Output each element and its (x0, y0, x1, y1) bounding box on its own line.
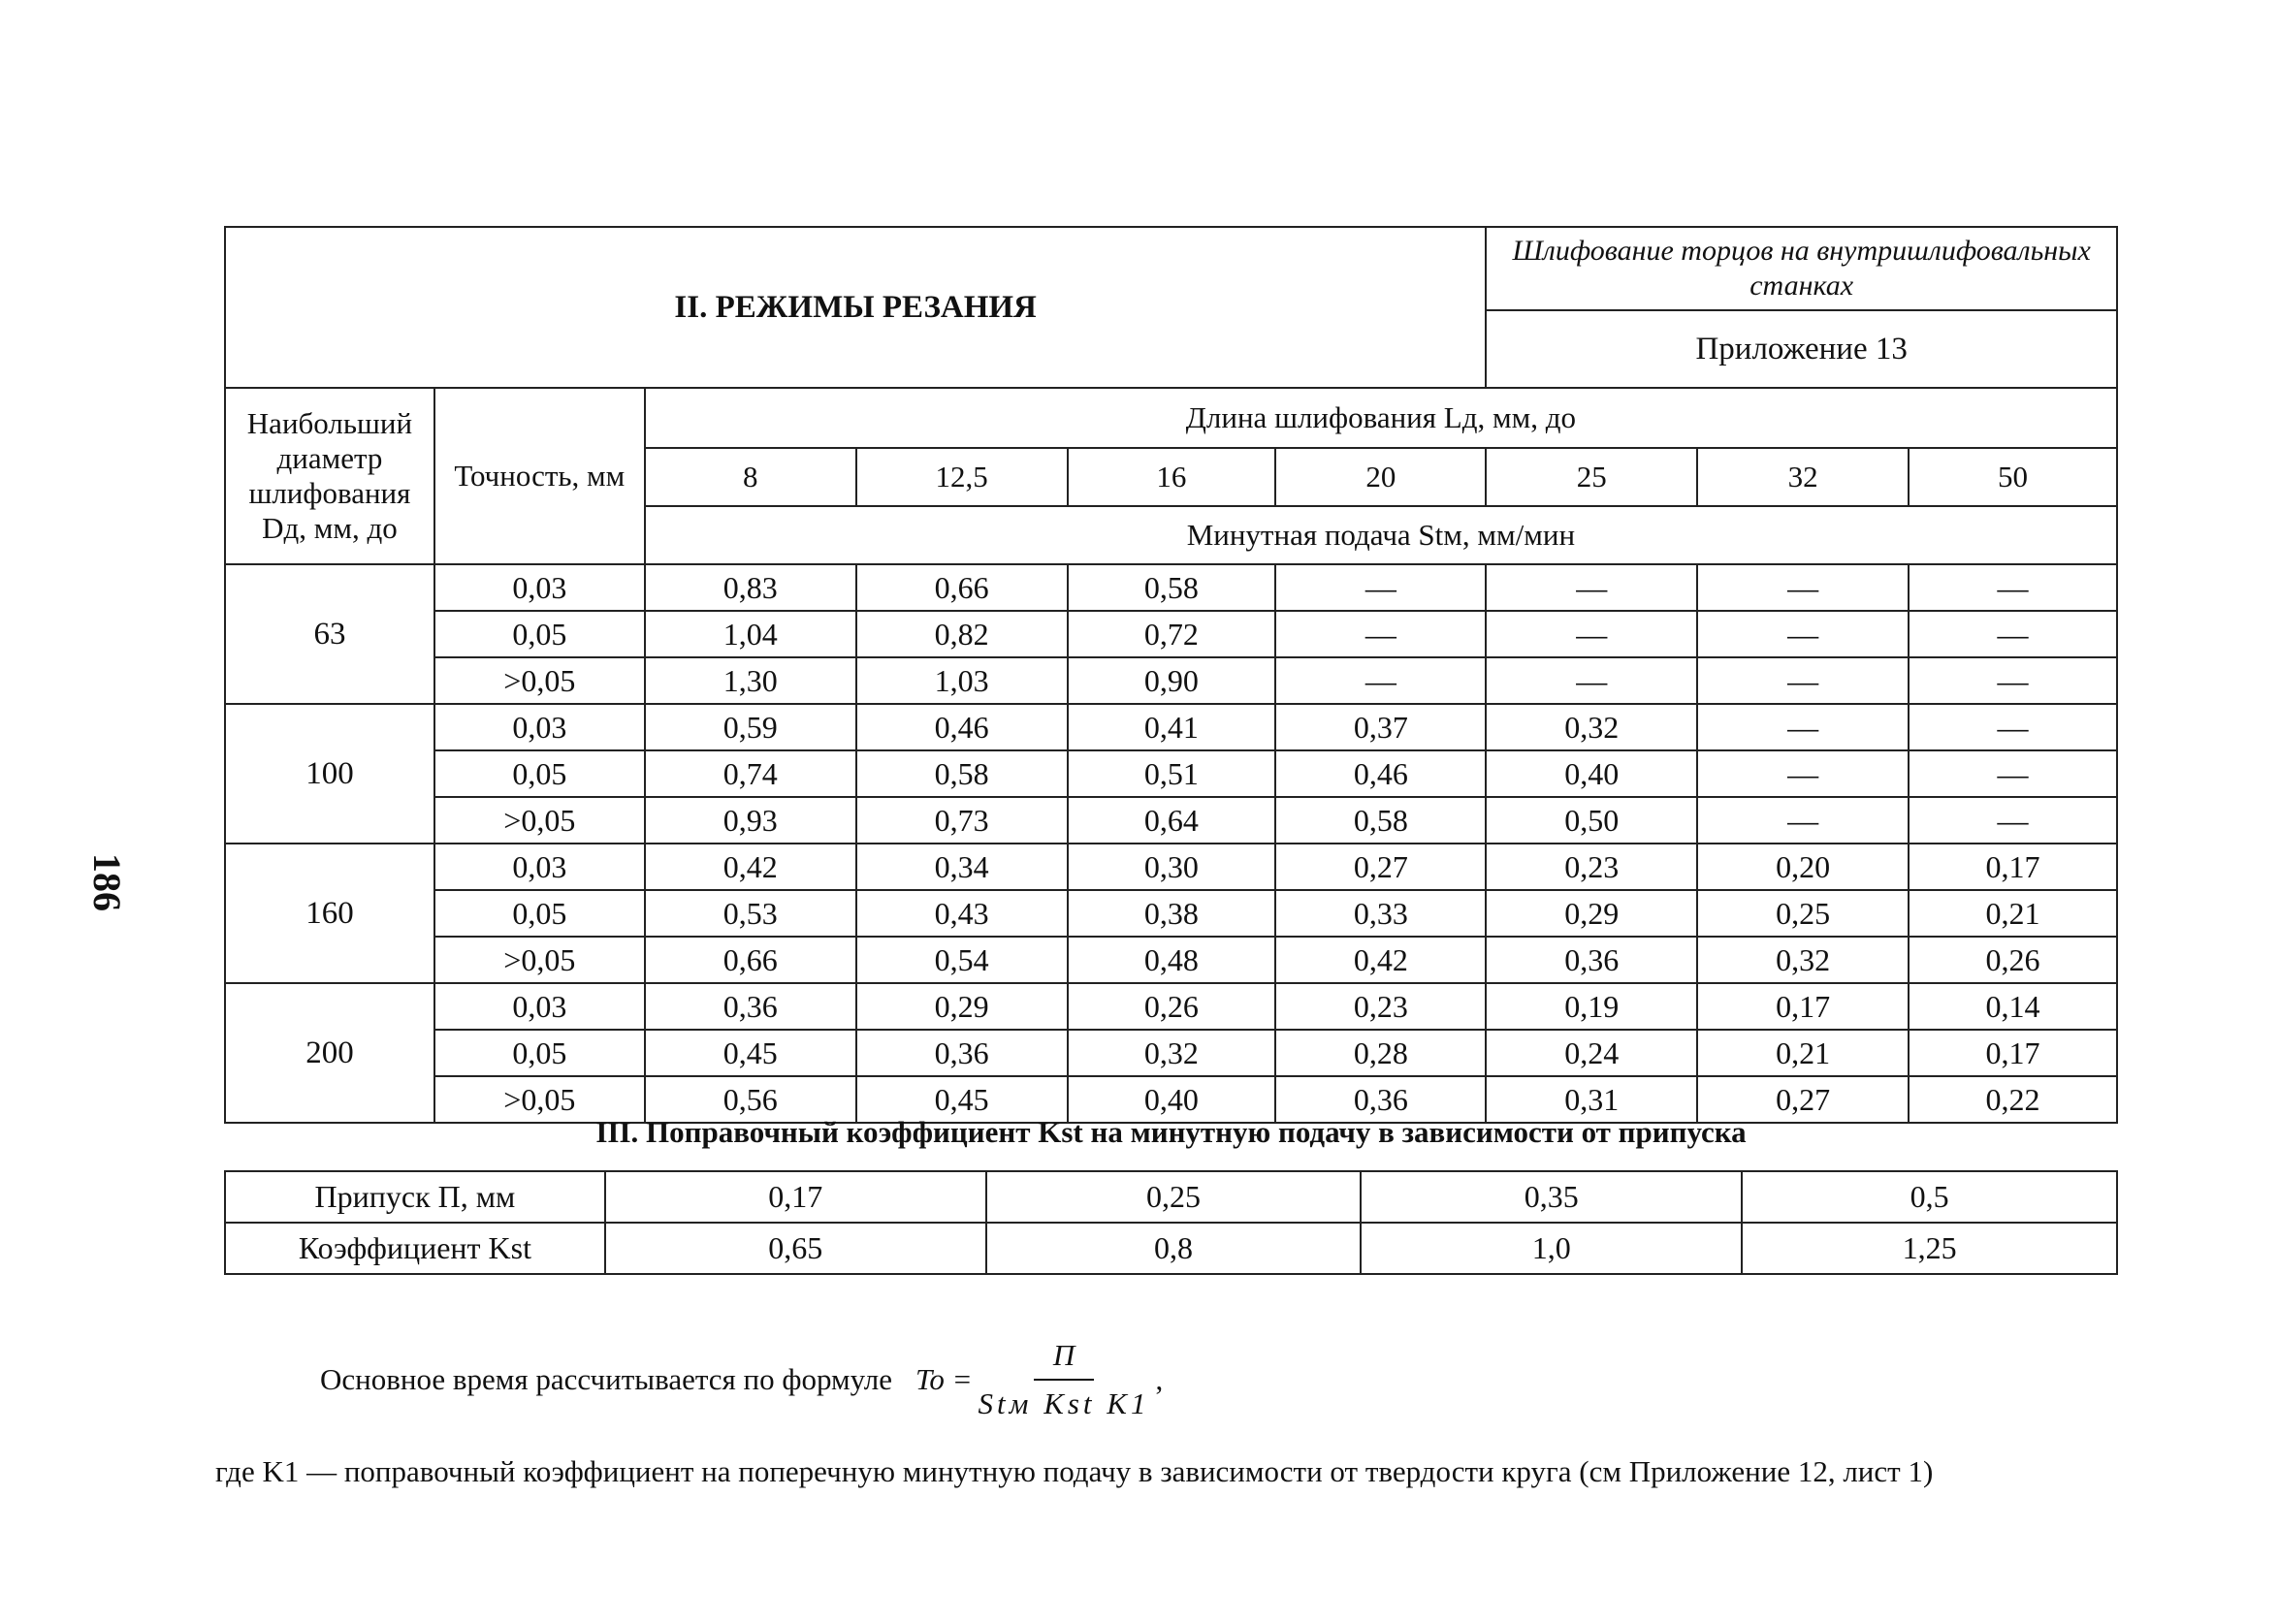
feed-value-cell: — (1909, 564, 2117, 611)
length-header: 20 (1275, 448, 1486, 506)
header-diameter: Наибольший диаметр шлифования Dд, мм, до (225, 388, 434, 564)
accuracy-cell: 0,03 (434, 564, 645, 611)
feed-value-cell: 0,45 (856, 1076, 1068, 1123)
formula-numerator: П (1034, 1338, 1094, 1381)
feed-value-cell: 0,14 (1909, 983, 2117, 1030)
feed-value-cell: 0,72 (1068, 611, 1276, 657)
feed-value-cell: 1,03 (856, 657, 1068, 704)
feed-value-cell: 0,24 (1486, 1030, 1697, 1076)
feed-value-cell: 0,50 (1486, 797, 1697, 844)
diameter-cell: 100 (225, 704, 434, 844)
feed-value-cell: — (1486, 611, 1697, 657)
page-number: 186 (85, 853, 129, 911)
feed-value-cell: — (1697, 564, 1909, 611)
feed-value-cell: 0,36 (645, 983, 856, 1030)
allowance-value: 0,17 (605, 1171, 986, 1223)
feed-value-cell: 0,46 (856, 704, 1068, 750)
length-header: 50 (1909, 448, 2117, 506)
feed-value-cell: — (1486, 564, 1697, 611)
section2-subtitle: Шлифование торцов на внутришлифовальных станках (1486, 227, 2117, 310)
allowance-value: 0,5 (1742, 1171, 2117, 1223)
accuracy-cell: 0,05 (434, 1030, 645, 1076)
feed-value-cell: 0,21 (1697, 1030, 1909, 1076)
table-row (225, 937, 2117, 983)
length-header: 16 (1068, 448, 1276, 506)
accuracy-cell: >0,05 (434, 657, 645, 704)
header-feed: Минутная подача Stм, мм/мин (645, 506, 2117, 564)
feed-value-cell: 0,64 (1068, 797, 1276, 844)
feed-value-cell: — (1909, 704, 2117, 750)
feed-value-cell: 0,83 (645, 564, 856, 611)
feed-value-cell: 0,23 (1486, 844, 1697, 890)
coef-value: 1,25 (1742, 1223, 2117, 1274)
table-row (225, 750, 2117, 797)
accuracy-cell: 0,05 (434, 611, 645, 657)
feed-value-cell: 0,42 (1275, 937, 1486, 983)
feed-value-cell: — (1697, 704, 1909, 750)
feed-value-cell: 0,30 (1068, 844, 1276, 890)
section3-title: III. Поправочный коэффициент Kst на минутную подачу в зависимости от припуска (595, 1115, 1747, 1149)
accuracy-cell: 0,05 (434, 750, 645, 797)
feed-value-cell: 0,32 (1486, 704, 1697, 750)
feed-value-cell: — (1486, 657, 1697, 704)
formula-denominator: Stм Kst K1 (978, 1386, 1150, 1420)
feed-value-cell: — (1697, 797, 1909, 844)
table-row (225, 611, 2117, 657)
feed-value-cell: 0,40 (1068, 1076, 1276, 1123)
allowance-value: 0,35 (1361, 1171, 1742, 1223)
formula-fraction (979, 1338, 1150, 1421)
footnote: где K1 — поправочный коэффициент на поперечную минутную подачу в зависимости от твердости круга (см Приложение 12, лист 1) (215, 1454, 1934, 1488)
accuracy-cell: >0,05 (434, 937, 645, 983)
coef-value: 0,8 (986, 1223, 1362, 1274)
feed-value-cell: 0,51 (1068, 750, 1276, 797)
feed-value-cell: 0,34 (856, 844, 1068, 890)
feed-value-cell: — (1275, 564, 1486, 611)
feed-value-cell: 0,41 (1068, 704, 1276, 750)
feed-value-cell: 0,26 (1909, 937, 2117, 983)
accuracy-cell: 0,05 (434, 890, 645, 937)
table-row (225, 657, 2117, 704)
table-row (225, 564, 2117, 611)
feed-value-cell: 0,40 (1486, 750, 1697, 797)
feed-value-cell: 0,54 (856, 937, 1068, 983)
coef-value: 0,65 (605, 1223, 986, 1274)
accuracy-cell: 0,03 (434, 844, 645, 890)
feed-value-cell: — (1909, 611, 2117, 657)
length-header: 25 (1486, 448, 1697, 506)
allowance-label: Припуск П, мм (225, 1171, 605, 1223)
feed-value-cell: — (1275, 611, 1486, 657)
feed-value-cell: 0,25 (1697, 890, 1909, 937)
feed-value-cell: 0,19 (1486, 983, 1697, 1030)
feed-value-cell: 1,04 (645, 611, 856, 657)
feed-value-cell: 0,38 (1068, 890, 1276, 937)
feed-value-cell: 0,82 (856, 611, 1068, 657)
feed-value-cell: — (1275, 657, 1486, 704)
coef-label: Коэффициент Kst (225, 1223, 605, 1274)
feed-value-cell: 0,59 (645, 704, 856, 750)
feed-value-cell: 0,29 (1486, 890, 1697, 937)
accuracy-cell: 0,03 (434, 983, 645, 1030)
feed-value-cell: 0,37 (1275, 704, 1486, 750)
feed-value-cell: 0,36 (1275, 1076, 1486, 1123)
feed-value-cell: 0,58 (1068, 564, 1276, 611)
feed-value-cell: 0,22 (1909, 1076, 2117, 1123)
feed-value-cell: — (1909, 797, 2117, 844)
feed-value-cell: 0,45 (645, 1030, 856, 1076)
feed-value-cell: — (1697, 750, 1909, 797)
feed-value-cell: — (1909, 657, 2117, 704)
length-header: 32 (1697, 448, 1909, 506)
feed-value-cell: 0,17 (1697, 983, 1909, 1030)
feed-value-cell: 0,32 (1697, 937, 1909, 983)
feed-value-cell: — (1697, 611, 1909, 657)
feed-value-cell: 0,58 (856, 750, 1068, 797)
feed-value-cell: 0,56 (645, 1076, 856, 1123)
feed-value-cell: 0,27 (1697, 1076, 1909, 1123)
feed-value-cell: 0,46 (1275, 750, 1486, 797)
diameter-cell: 200 (225, 983, 434, 1123)
diameter-cell: 160 (225, 844, 434, 983)
formula-lhs: To = (915, 1362, 973, 1396)
feed-value-cell: 0,17 (1909, 844, 2117, 890)
table-row (225, 844, 2117, 890)
formula-intro: Основное время рассчитывается по формуле (320, 1362, 892, 1396)
appendix-label: Приложение 13 (1486, 310, 2117, 388)
formula-trail: , (1155, 1362, 1164, 1396)
header-length: Длина шлифования Lд, мм, до (645, 388, 2117, 448)
feed-value-cell: 0,29 (856, 983, 1068, 1030)
table-row (225, 1030, 2117, 1076)
feed-value-cell: 0,32 (1068, 1030, 1276, 1076)
feed-value-cell: 0,26 (1068, 983, 1276, 1030)
feed-value-cell: — (1697, 657, 1909, 704)
feed-value-cell: 0,42 (645, 844, 856, 890)
section2-title: II. РЕЖИМЫ РЕЗАНИЯ (225, 227, 1486, 388)
allowance-value: 0,25 (986, 1171, 1362, 1223)
length-header: 8 (645, 448, 856, 506)
feed-value-cell: 0,66 (645, 937, 856, 983)
feed-value-cell: 0,93 (645, 797, 856, 844)
feed-value-cell: 0,90 (1068, 657, 1276, 704)
accuracy-cell: >0,05 (434, 797, 645, 844)
table-row (225, 983, 2117, 1030)
feed-value-cell: 0,53 (645, 890, 856, 937)
header-accuracy: Точность, мм (434, 388, 645, 564)
length-header: 12,5 (856, 448, 1068, 506)
feed-value-cell: 0,21 (1909, 890, 2117, 937)
feed-value-cell: 0,20 (1697, 844, 1909, 890)
feed-value-cell: — (1909, 750, 2117, 797)
feed-value-cell: 0,74 (645, 750, 856, 797)
accuracy-cell: >0,05 (434, 1076, 645, 1123)
feed-value-cell: 0,66 (856, 564, 1068, 611)
feed-value-cell: 0,36 (1486, 937, 1697, 983)
allowance-coefficient-table (224, 1170, 2118, 1275)
coef-value: 1,0 (1361, 1223, 1742, 1274)
table-row (225, 797, 2117, 844)
diameter-cell: 63 (225, 564, 434, 704)
feed-value-cell: 0,28 (1275, 1030, 1486, 1076)
feed-value-cell: 0,73 (856, 797, 1068, 844)
table-row (225, 890, 2117, 937)
feed-value-cell: 0,43 (856, 890, 1068, 937)
formula-line (320, 1336, 1163, 1423)
feed-value-cell: 0,31 (1486, 1076, 1697, 1123)
feed-value-cell: 0,36 (856, 1030, 1068, 1076)
feed-value-cell: 0,33 (1275, 890, 1486, 937)
feed-value-cell: 0,23 (1275, 983, 1486, 1030)
table-row (225, 704, 2117, 750)
accuracy-cell: 0,03 (434, 704, 645, 750)
feed-value-cell: 0,27 (1275, 844, 1486, 890)
cutting-modes-table (224, 226, 2118, 1124)
feed-value-cell: 0,48 (1068, 937, 1276, 983)
feed-value-cell: 0,58 (1275, 797, 1486, 844)
feed-value-cell: 1,30 (645, 657, 856, 704)
feed-value-cell: 0,17 (1909, 1030, 2117, 1076)
